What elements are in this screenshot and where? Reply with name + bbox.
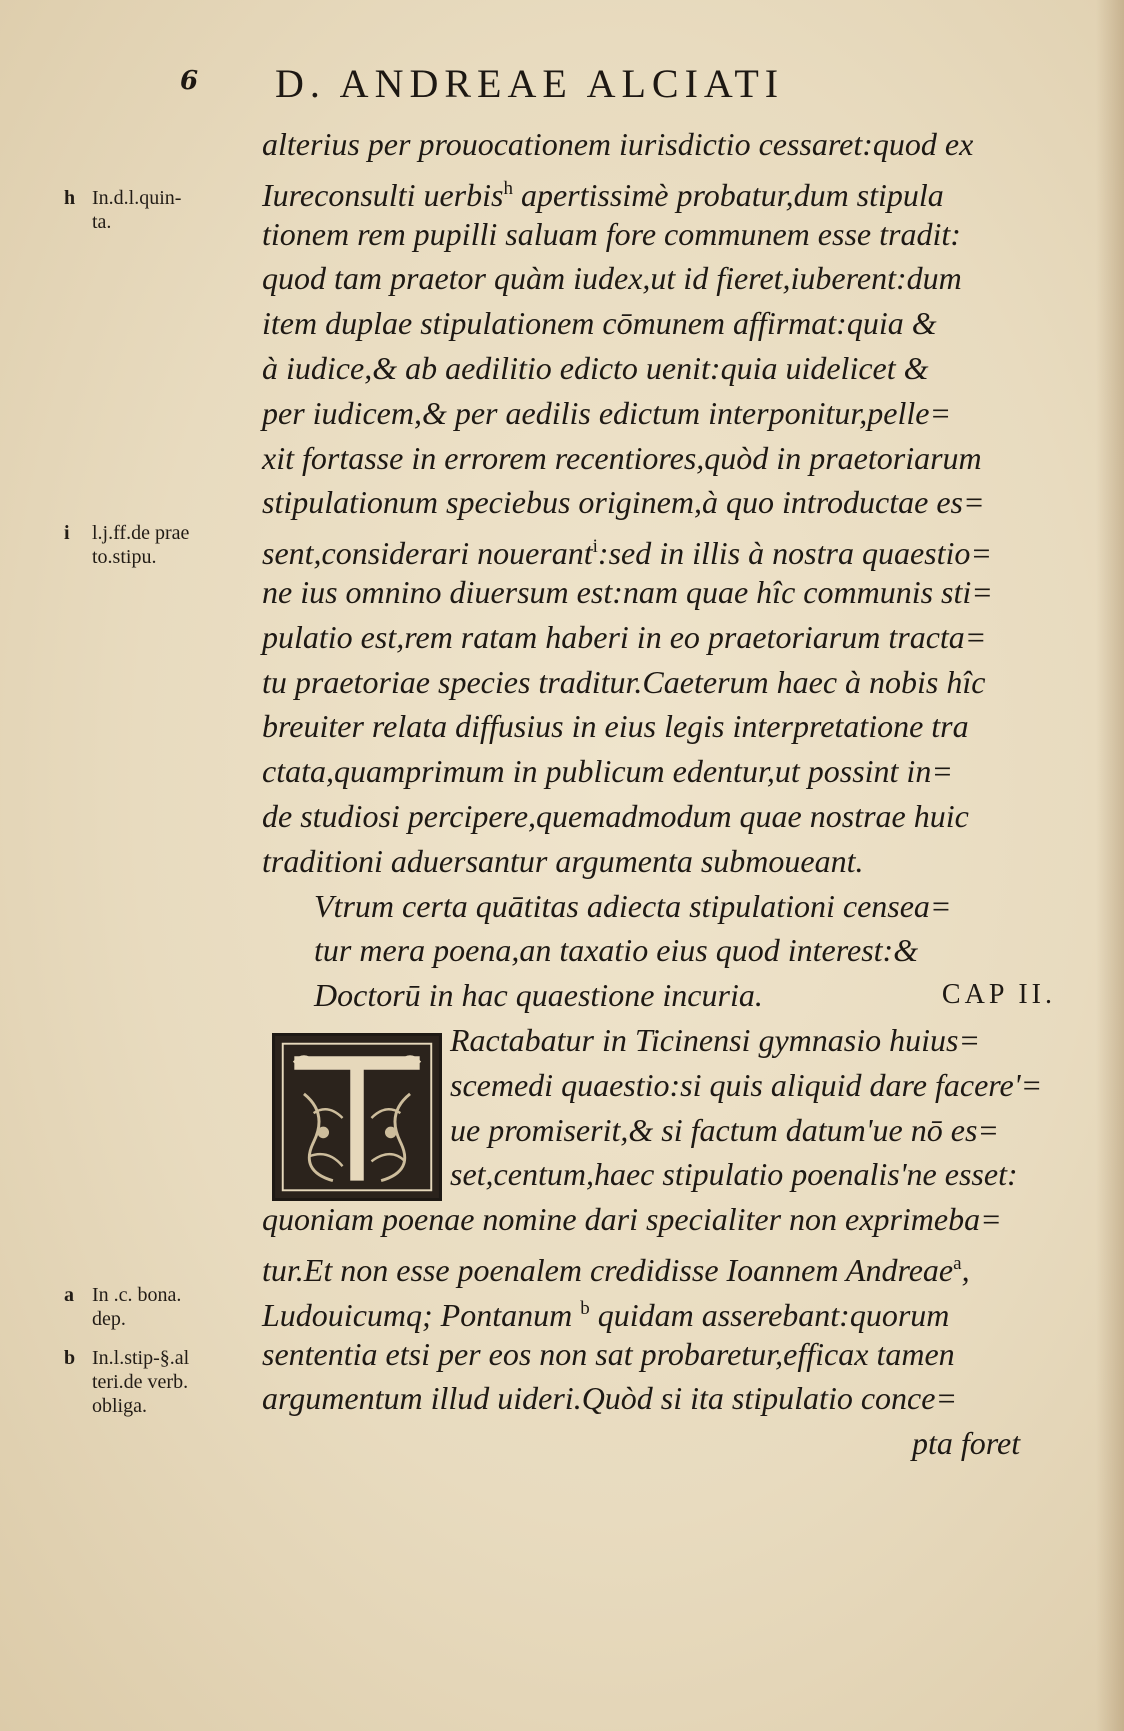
- note-ref-a: a: [953, 1252, 962, 1274]
- note-ref-i: i: [592, 536, 598, 558]
- note-ref-h: h: [503, 177, 513, 199]
- text-line: alterius per prouocationem iurisdictio cessaret:quod ex: [262, 126, 974, 162]
- page-header: [180, 60, 1080, 110]
- ornament-icon: [275, 1036, 439, 1198]
- margin-note-key: b: [64, 1347, 76, 1369]
- text-line: quod tam praetor quàm iudex,ut id fieret,iuberent:dum: [262, 260, 962, 297]
- running-title: D. ANDREAE ALCIATI: [275, 61, 785, 106]
- text-line: Ludouicumq; Pontanum $^b$ quidam asserebant:quorum: [262, 1296, 950, 1333]
- text-line: breuiter relata diffusius in eius legis interpretatione tra: [262, 708, 969, 745]
- text-line: ne ius omnino diuersum est:nam quae hîc communis sti=: [262, 573, 993, 610]
- chapter-title-line: [262, 973, 1056, 1018]
- margin-note-key: a: [64, 1284, 74, 1306]
- text-line: xit fortasse in errorem recentiores,quòd in praetoriarum: [262, 439, 982, 476]
- text-line: item duplae stipulationem cōmunem affirmat:quia &: [262, 305, 937, 342]
- text-line: tur.Et non esse poenalem credidisse Ioannem Andreae$^a$,: [262, 1251, 970, 1288]
- margin-note-key: i: [64, 522, 70, 544]
- text-line: stipulationum speciebus originem,à quo introductae es=: [262, 484, 985, 521]
- text-line: tu praetoriae species traditur.Caeterum haec à nobis hîc: [262, 663, 986, 700]
- margin-note-key: h: [64, 187, 76, 209]
- text-line: tionem rem pupilli saluam fore communem esse tradit:: [262, 215, 961, 252]
- text-line: set,centum,haec stipulatio poenalis'ne esset:: [450, 1156, 1018, 1193]
- text-line: traditioni aduersantur argumenta submoueant.: [262, 842, 864, 879]
- text-line: per iudicem,& per aedilis edictum interponitur,pelle=: [262, 394, 952, 431]
- folio-number: 6: [180, 66, 199, 96]
- catchword: pta foret: [912, 1425, 1021, 1462]
- chapter-title-line: tur mera poena,an taxatio eius quod interest:&: [314, 932, 919, 969]
- margin-note-h: h In.d.l.quin- ta.: [64, 187, 182, 233]
- main-text: [262, 122, 1062, 1466]
- text-line: argumentum illud uideri.Quòd si ita stipulatio conce=: [262, 1380, 958, 1417]
- chapter-title-line: Vtrum certa quātitas adiecta stipulationi censea=: [314, 887, 952, 924]
- text-line: de studiosi percipere,quemadmodum quae nostrae huic: [262, 797, 969, 834]
- text-line: Iureconsulti uerbis$^h$ apertissimè probatur,dum stipula: [262, 176, 944, 213]
- text-line: pulatio est,rem ratam haberi in eo praetoriarum tracta=: [262, 618, 987, 655]
- text-line: à iudice,& ab aedilitio edicto uenit:quia uidelicet &: [262, 349, 929, 386]
- chapter-title-last: Doctorū in hac quaestione incuria.: [314, 977, 763, 1014]
- woodcut-initial-t: [272, 1033, 442, 1201]
- note-ref-b: b: [580, 1297, 590, 1319]
- margin-note-a: a In .c. bona. dep.: [64, 1284, 182, 1330]
- margin-note-b: b In.l.stip-§.al teri.de verb. obliga.: [64, 1347, 190, 1417]
- text-line: ctata,quamprimum in publicum edentur,ut possint in=: [262, 753, 953, 790]
- text-line: ue promiserit,& si factum datum'ue nō es=: [450, 1111, 999, 1148]
- margin-note-i: i l.j.ff.de prae to.stipu.: [64, 522, 190, 568]
- text-line: sent,considerari nouerant$^i$:sed in illis à nostra quaestio=: [262, 535, 992, 572]
- text-line: Ractabatur in Ticinensi gymnasio huius=: [450, 1021, 981, 1058]
- text-line: sententia etsi per eos non sat probaretur,efficax tamen: [262, 1335, 955, 1372]
- text-line: scemedi quaestio:si quis aliquid dare facere'=: [450, 1066, 1043, 1103]
- text-line: quoniam poenae nomine dari specialiter non exprimeba=: [262, 1201, 1002, 1238]
- chapter-label: CAP II.: [941, 979, 1056, 1011]
